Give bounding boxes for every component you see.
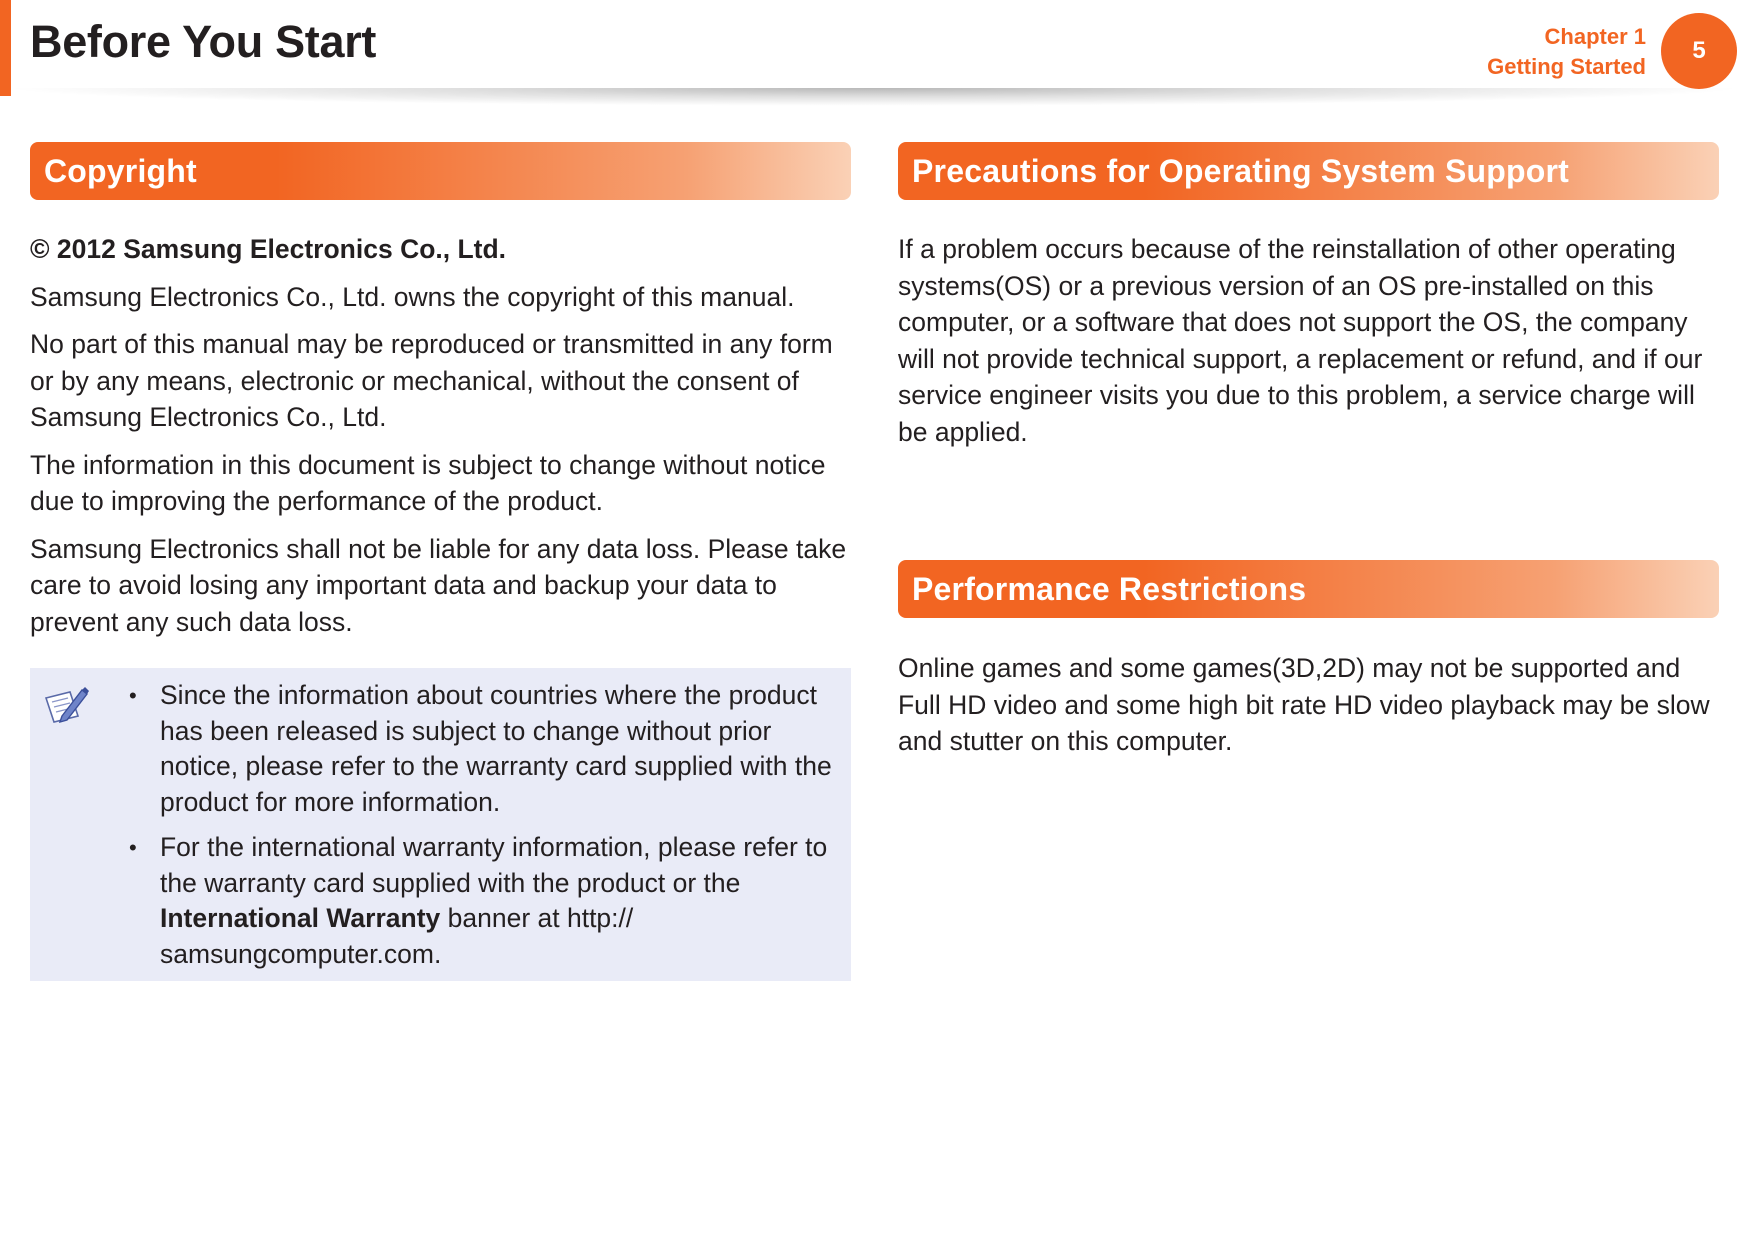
note-text: banner at http:// samsungcomputer.com. (160, 903, 634, 969)
header-divider (0, 88, 1749, 106)
international-warranty-text: International Warranty (160, 903, 441, 933)
page-title: Before You Start (30, 16, 377, 67)
precautions-heading: Precautions for Operating System Support (898, 142, 1719, 200)
note-text: For the international warranty information, please refer to the warranty card supplied with the product or the (160, 832, 828, 898)
copyright-paragraph: No part of this manual may be reproduced or transmitted in any form or by any means, electronic or mechanical, without the consent of Samsung Electronics Co., Ltd. (30, 329, 833, 432)
note-box (30, 668, 851, 981)
bullet: • (129, 835, 137, 860)
page-number-badge: 5 (1661, 13, 1737, 89)
performance-text: Online games and some games(3D,2D) may not be supported and Full HD video and some high bit rate HD video playback may be slow and stutter on this computer. (898, 653, 1710, 756)
performance-body (898, 650, 1723, 771)
bullet: • (129, 683, 137, 708)
precautions-text: If a problem occurs because of the reinstallation of other operating systems(OS) or a previous version of an OS pre-installed on this computer, or a software that does not support the OS, the company will not provide technical support, a replacement or refund, and if our service engineer visits you due to this problem, a service charge will be applied. (898, 234, 1703, 447)
note-list (100, 678, 850, 982)
copyright-body (30, 231, 855, 651)
chapter-info (1487, 22, 1646, 82)
chapter-title: Getting Started (1487, 54, 1646, 79)
note-item (100, 678, 850, 820)
performance-heading: Performance Restrictions (898, 560, 1719, 618)
chapter-label: Chapter 1 (1544, 24, 1646, 49)
copyright-notice: © 2012 Samsung Electronics Co., Ltd. (30, 234, 507, 264)
copyright-paragraph: Samsung Electronics Co., Ltd. owns the copyright of this manual. (30, 281, 795, 312)
precautions-body (898, 231, 1723, 461)
note-item (100, 830, 850, 972)
note-text: Since the information about countries where the product has been released is subject to change without prior notice, please refer to the warranty card supplied with the product for more information. (160, 680, 832, 817)
copyright-paragraph: The information in this document is subject to change without notice due to improving the performance of the product. (30, 449, 826, 516)
note-pencil-icon (40, 686, 92, 732)
copyright-heading: Copyright (30, 142, 851, 200)
accent-bar (0, 0, 11, 96)
copyright-paragraph: Samsung Electronics shall not be liable for any data loss. Please take care to avoid losing any important data and backup your data to prevent any such data loss. (30, 533, 847, 637)
